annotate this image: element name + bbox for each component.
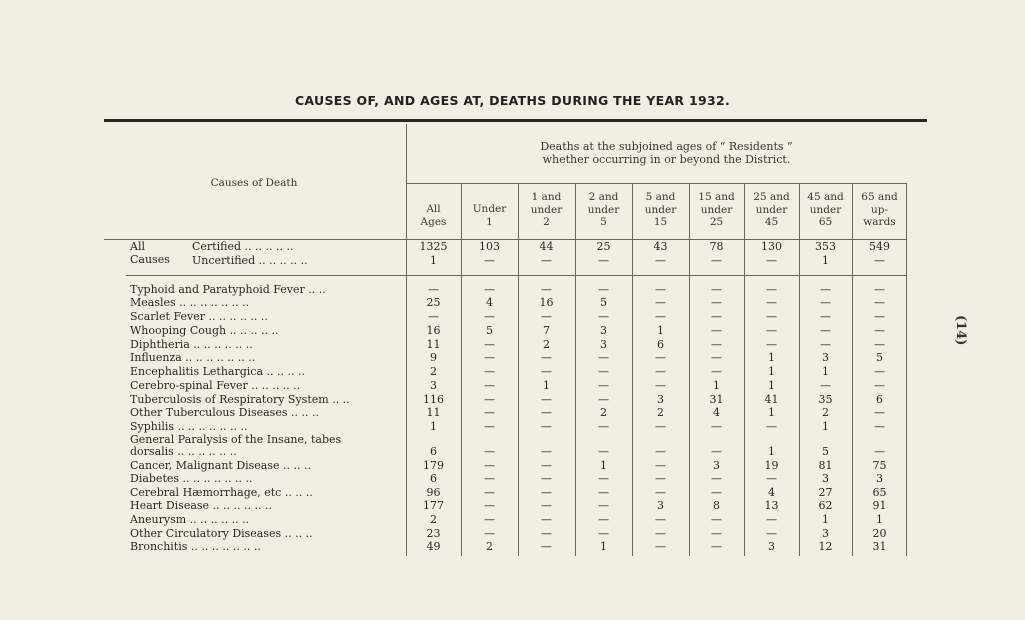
table-cell: — (874, 253, 885, 267)
table-cell: — (874, 420, 885, 433)
table-cell: 62 (818, 499, 833, 512)
table-cell: 1 (876, 513, 883, 526)
column-header (461, 203, 518, 228)
table-cell: — (874, 379, 885, 392)
row-label: Syphilis .. .. .. .. .. .. .. (130, 420, 248, 433)
column-header (689, 191, 744, 229)
row-label: Whooping Cough .. .. .. .. .. (130, 324, 279, 337)
column-header-line: 15 and (698, 191, 735, 203)
table-cell: — (655, 283, 666, 296)
table-cell: 1 (822, 420, 829, 433)
table-cell: — (711, 486, 722, 499)
table-cell: — (820, 283, 831, 296)
table-cell: 2 (486, 540, 493, 553)
row-label: Typhoid and Paratyphoid Fever .. .. (130, 283, 326, 296)
table-cell: — (820, 379, 831, 392)
table-cell: 16 (539, 296, 554, 309)
deaths-header-line1: Deaths at the subjoined ages of “ Residents ” (540, 140, 793, 153)
table-cell: — (874, 365, 885, 378)
deaths-header-line2: whether occurring in or beyond the District. (542, 153, 791, 166)
table-cell: — (655, 365, 666, 378)
column-header-line: under (530, 203, 563, 216)
table-cell: 3 (822, 351, 829, 364)
table-cell: — (711, 527, 722, 540)
table-cell: 549 (869, 240, 890, 253)
table-cell: — (766, 324, 777, 337)
section-rule (126, 275, 907, 276)
column-header-line: under (809, 203, 842, 216)
table-cell: 75 (872, 459, 887, 472)
table-cell: — (711, 324, 722, 337)
table-cell: — (428, 310, 439, 323)
column-header-line: 5 (600, 216, 607, 228)
table-cell: — (598, 445, 609, 458)
table-cell: — (484, 499, 495, 512)
table-cell: 2 (543, 338, 550, 351)
column-header-line: All (426, 203, 441, 215)
table-cell: — (484, 351, 495, 364)
table-cell: 6 (430, 445, 437, 458)
table-cell: 3 (430, 379, 437, 392)
table-cell: — (711, 472, 722, 485)
table-cell: 3 (876, 472, 883, 485)
table-cell: 19 (764, 459, 779, 472)
column-header-line: 1 (486, 215, 493, 228)
table-cell: 91 (872, 499, 887, 512)
row-label: Uncertified .. .. .. .. .. (192, 253, 308, 267)
table-cell: — (874, 296, 885, 309)
table-cell: 1 (543, 379, 550, 392)
table-cell: — (484, 406, 495, 419)
column-header (744, 191, 799, 229)
table-cell: 6 (657, 338, 664, 351)
table-cell: — (874, 310, 885, 323)
all-causes-label-1: All (130, 240, 145, 253)
table-cell: — (766, 420, 777, 433)
table-cell: 31 (872, 540, 887, 553)
table-cell: 8 (713, 499, 720, 512)
table-cell: 13 (764, 499, 779, 512)
table-cell: 179 (423, 459, 444, 472)
table-cell: — (711, 253, 722, 267)
table-cell: 1 (657, 324, 664, 337)
table-cell: 6 (876, 393, 883, 406)
table-cell: — (711, 310, 722, 323)
column-header (632, 191, 689, 229)
column-header-line: up- (870, 203, 889, 216)
row-label: Cerebral Hæmorrhage, etc .. .. .. (130, 486, 313, 499)
table-cell: — (541, 486, 552, 499)
row-label: Influenza .. .. .. .. .. .. .. (130, 351, 256, 364)
table-cell: 103 (479, 240, 500, 253)
table-cell: — (874, 283, 885, 296)
table-cell: 25 (426, 296, 441, 309)
table-cell: 3 (822, 527, 829, 540)
table-cell: — (598, 365, 609, 378)
table-cell: — (598, 253, 609, 267)
row-label: Measles .. .. .. .. .. .. .. (130, 296, 250, 309)
table-cell: 96 (426, 486, 441, 499)
table-cell: — (655, 472, 666, 485)
table-cell: 43 (653, 240, 668, 253)
column-header (852, 191, 907, 229)
table-cell: 1 (768, 445, 775, 458)
table-cell: 2 (657, 406, 664, 419)
table-cell: 31 (709, 393, 724, 406)
causes-of-death-header: Causes of Death (210, 177, 298, 189)
table-cell: — (484, 379, 495, 392)
table-cell: 3 (657, 393, 664, 406)
table-cell: — (541, 499, 552, 512)
table-cell: 12 (818, 540, 833, 553)
table-cell: — (874, 445, 885, 458)
table-cell: — (484, 472, 495, 485)
table-cell: 2 (430, 513, 437, 526)
table-cell: 1 (600, 540, 607, 553)
table-cell: — (484, 527, 495, 540)
table-cell: 1 (822, 365, 829, 378)
table-cell: — (541, 283, 552, 296)
row-label: Encephalitis Lethargica .. .. .. .. (130, 365, 305, 378)
table-cell: — (598, 393, 609, 406)
table-cell: 25 (596, 240, 611, 253)
column-header (518, 191, 575, 229)
table-cell: 23 (426, 527, 441, 540)
table-cell: — (655, 459, 666, 472)
table-cell: 4 (486, 296, 493, 309)
table-cell: — (655, 310, 666, 323)
table-cell: — (766, 310, 777, 323)
table-cell: — (484, 310, 495, 323)
table-cell: 1 (430, 420, 437, 433)
table-cell: 1 (768, 406, 775, 419)
table-cell: 41 (764, 393, 779, 406)
column-header-line: 25 and (753, 191, 790, 203)
row-label: Bronchitis .. .. .. .. .. .. .. (130, 540, 261, 553)
table-cell: — (598, 351, 609, 364)
table-cell: 353 (815, 240, 836, 253)
table-cell: 35 (818, 393, 833, 406)
table-cell: 130 (761, 240, 782, 253)
header-rule (406, 183, 907, 184)
table-cell: — (766, 527, 777, 540)
table-cell: 3 (822, 472, 829, 485)
table-cell: — (484, 283, 495, 296)
table-cell: 1 (822, 253, 829, 267)
table-cell: — (484, 365, 495, 378)
table-cell: 7 (543, 324, 550, 337)
table-cell: 27 (818, 486, 833, 499)
table-cell: — (711, 338, 722, 351)
page-title: CAUSES OF, AND AGES AT, DEATHS DURING THE YEAR 1932. (294, 93, 731, 108)
all-causes-label-2: Causes (130, 253, 170, 266)
table-cell: — (874, 406, 885, 419)
table-cell: — (541, 420, 552, 433)
table-cell: — (711, 283, 722, 296)
table-cell: — (874, 338, 885, 351)
table-cell: 1 (713, 379, 720, 392)
row-label: Aneurysm .. .. .. .. .. .. (130, 513, 250, 526)
table-cell: 6 (430, 472, 437, 485)
table-cell: 16 (426, 324, 441, 337)
table-cell: — (820, 310, 831, 323)
table-cell: 1 (768, 351, 775, 364)
column-header-line: Under (472, 203, 507, 215)
column-header-line: 2 and (588, 191, 619, 203)
table-cell: — (541, 445, 552, 458)
column-header-line: 65 and (861, 191, 898, 203)
table-cell: 116 (423, 393, 444, 406)
table-cell: — (655, 540, 666, 553)
table-cell: — (711, 296, 722, 309)
row-label: dorsalis .. .. .. .. .. .. (130, 445, 237, 458)
table-cell: — (766, 338, 777, 351)
table-cell: — (655, 379, 666, 392)
table-cell: — (766, 253, 777, 267)
row-label: Cerebro-spinal Fever .. .. .. .. .. (130, 379, 301, 392)
column-header-line: 25 (709, 216, 724, 228)
table-cell: 1 (768, 379, 775, 392)
table-cell: — (655, 445, 666, 458)
table-cell: — (598, 420, 609, 433)
table-cell: — (820, 296, 831, 309)
table-cell: — (541, 459, 552, 472)
table-cell: 9 (430, 351, 437, 364)
table-cell: — (655, 253, 666, 267)
column-header-line: 5 and (645, 191, 676, 203)
table-cell: — (484, 513, 495, 526)
column-header-line: wards (863, 216, 896, 228)
table-cell: — (711, 365, 722, 378)
column-header-line: 15 (653, 216, 668, 228)
table-cell: — (484, 459, 495, 472)
table-cell: — (655, 486, 666, 499)
table-cell: — (598, 527, 609, 540)
column-header-line: 2 (543, 216, 550, 228)
table-cell: 65 (872, 486, 887, 499)
table-cell: — (541, 527, 552, 540)
table-cell: — (484, 338, 495, 351)
table-cell: 3 (657, 499, 664, 512)
table-cell: — (541, 365, 552, 378)
table-cell: — (484, 420, 495, 433)
table-cell: — (484, 393, 495, 406)
column-header (575, 191, 632, 229)
column-header-line: under (700, 203, 733, 216)
table-cell: — (820, 324, 831, 337)
table-cell: 177 (423, 499, 444, 512)
table-cell: — (711, 513, 722, 526)
table-cell: — (820, 338, 831, 351)
table-cell: 81 (818, 459, 833, 472)
table-cell: — (766, 513, 777, 526)
row-label: Diphtheria .. .. .. .. .. .. (130, 338, 253, 351)
row-label: Cancer, Malignant Disease .. .. .. (130, 459, 311, 472)
column-header-line: under (755, 203, 788, 216)
table-cell: 44 (539, 240, 554, 253)
table-cell: — (598, 379, 609, 392)
row-label: Scarlet Fever .. .. .. .. .. .. (130, 310, 268, 323)
table-cell: 3 (713, 459, 720, 472)
table-cell: — (711, 445, 722, 458)
table-cell: — (655, 351, 666, 364)
row-label: General Paralysis of the Insane, tabes (130, 433, 342, 446)
table-cell: — (655, 420, 666, 433)
table-cell: 2 (430, 365, 437, 378)
table-cell: — (541, 406, 552, 419)
table-cell: — (766, 296, 777, 309)
table-cell: 1 (600, 459, 607, 472)
table-cell: — (541, 540, 552, 553)
table-cell: 5 (600, 296, 607, 309)
table-cell: 11 (426, 406, 441, 419)
table-cell: — (598, 283, 609, 296)
table-cell: 4 (713, 406, 720, 419)
column-header-line: under (587, 203, 620, 216)
column-header (406, 203, 461, 228)
table-cell: — (766, 283, 777, 296)
table-cell: — (598, 486, 609, 499)
table-cell: — (711, 351, 722, 364)
table-cell: — (655, 513, 666, 526)
table-cell: — (541, 310, 552, 323)
table-cell: 5 (876, 351, 883, 364)
deaths-header (406, 140, 927, 166)
column-header-line: Ages (420, 215, 447, 228)
table-cell: 2 (822, 406, 829, 419)
table-cell: 1 (768, 365, 775, 378)
table-cell: 2 (600, 406, 607, 419)
table-cell: — (874, 324, 885, 337)
table-cell: 11 (426, 338, 441, 351)
column-header-line: under (644, 203, 677, 216)
table-cell: 3 (600, 324, 607, 337)
row-label: Certified .. .. .. .. .. (192, 240, 294, 253)
table-cell: — (541, 472, 552, 485)
table-cell: — (428, 283, 439, 296)
table-cell: — (484, 445, 495, 458)
table-cell: — (711, 420, 722, 433)
table-cell: 3 (600, 338, 607, 351)
column-header-line: 45 and (807, 191, 844, 203)
column-header-line: 45 (764, 216, 779, 228)
row-label: Other Tuberculous Diseases .. .. .. (130, 406, 319, 419)
table-cell: — (598, 499, 609, 512)
table-cell: 5 (486, 324, 493, 337)
table-cell: — (711, 540, 722, 553)
table-cell: 5 (822, 445, 829, 458)
table-cell: 1 (822, 513, 829, 526)
table-cell: 1 (430, 253, 437, 267)
table-cell: — (655, 527, 666, 540)
row-label: Diabetes .. .. .. .. .. .. .. (130, 472, 253, 485)
table-cell: — (598, 513, 609, 526)
table-cell: — (541, 253, 552, 267)
table-cell: — (541, 513, 552, 526)
table-cell: 20 (872, 527, 887, 540)
table-cell: — (766, 472, 777, 485)
row-label: Heart Disease .. .. .. .. .. .. (130, 499, 272, 512)
column-header-line: 65 (818, 216, 833, 228)
row-label: Tuberculosis of Respiratory System .. .. (130, 393, 350, 406)
column-header-line: 1 and (531, 191, 562, 203)
column-header (799, 191, 852, 229)
table-cell: — (484, 486, 495, 499)
page-number: (14) (953, 315, 968, 346)
table-cell: 1325 (419, 240, 448, 253)
table-cell: 4 (768, 486, 775, 499)
table-cell: 3 (768, 540, 775, 553)
title-rule (104, 119, 927, 122)
table-cell: — (655, 296, 666, 309)
table-cell: — (541, 393, 552, 406)
row-label: Other Circulatory Diseases .. .. .. (130, 527, 313, 540)
table-cell: — (484, 253, 495, 267)
table-cell: — (541, 351, 552, 364)
table-cell: — (598, 310, 609, 323)
table-cell: 49 (426, 540, 441, 553)
table-cell: 78 (709, 240, 724, 253)
table-cell: — (598, 472, 609, 485)
